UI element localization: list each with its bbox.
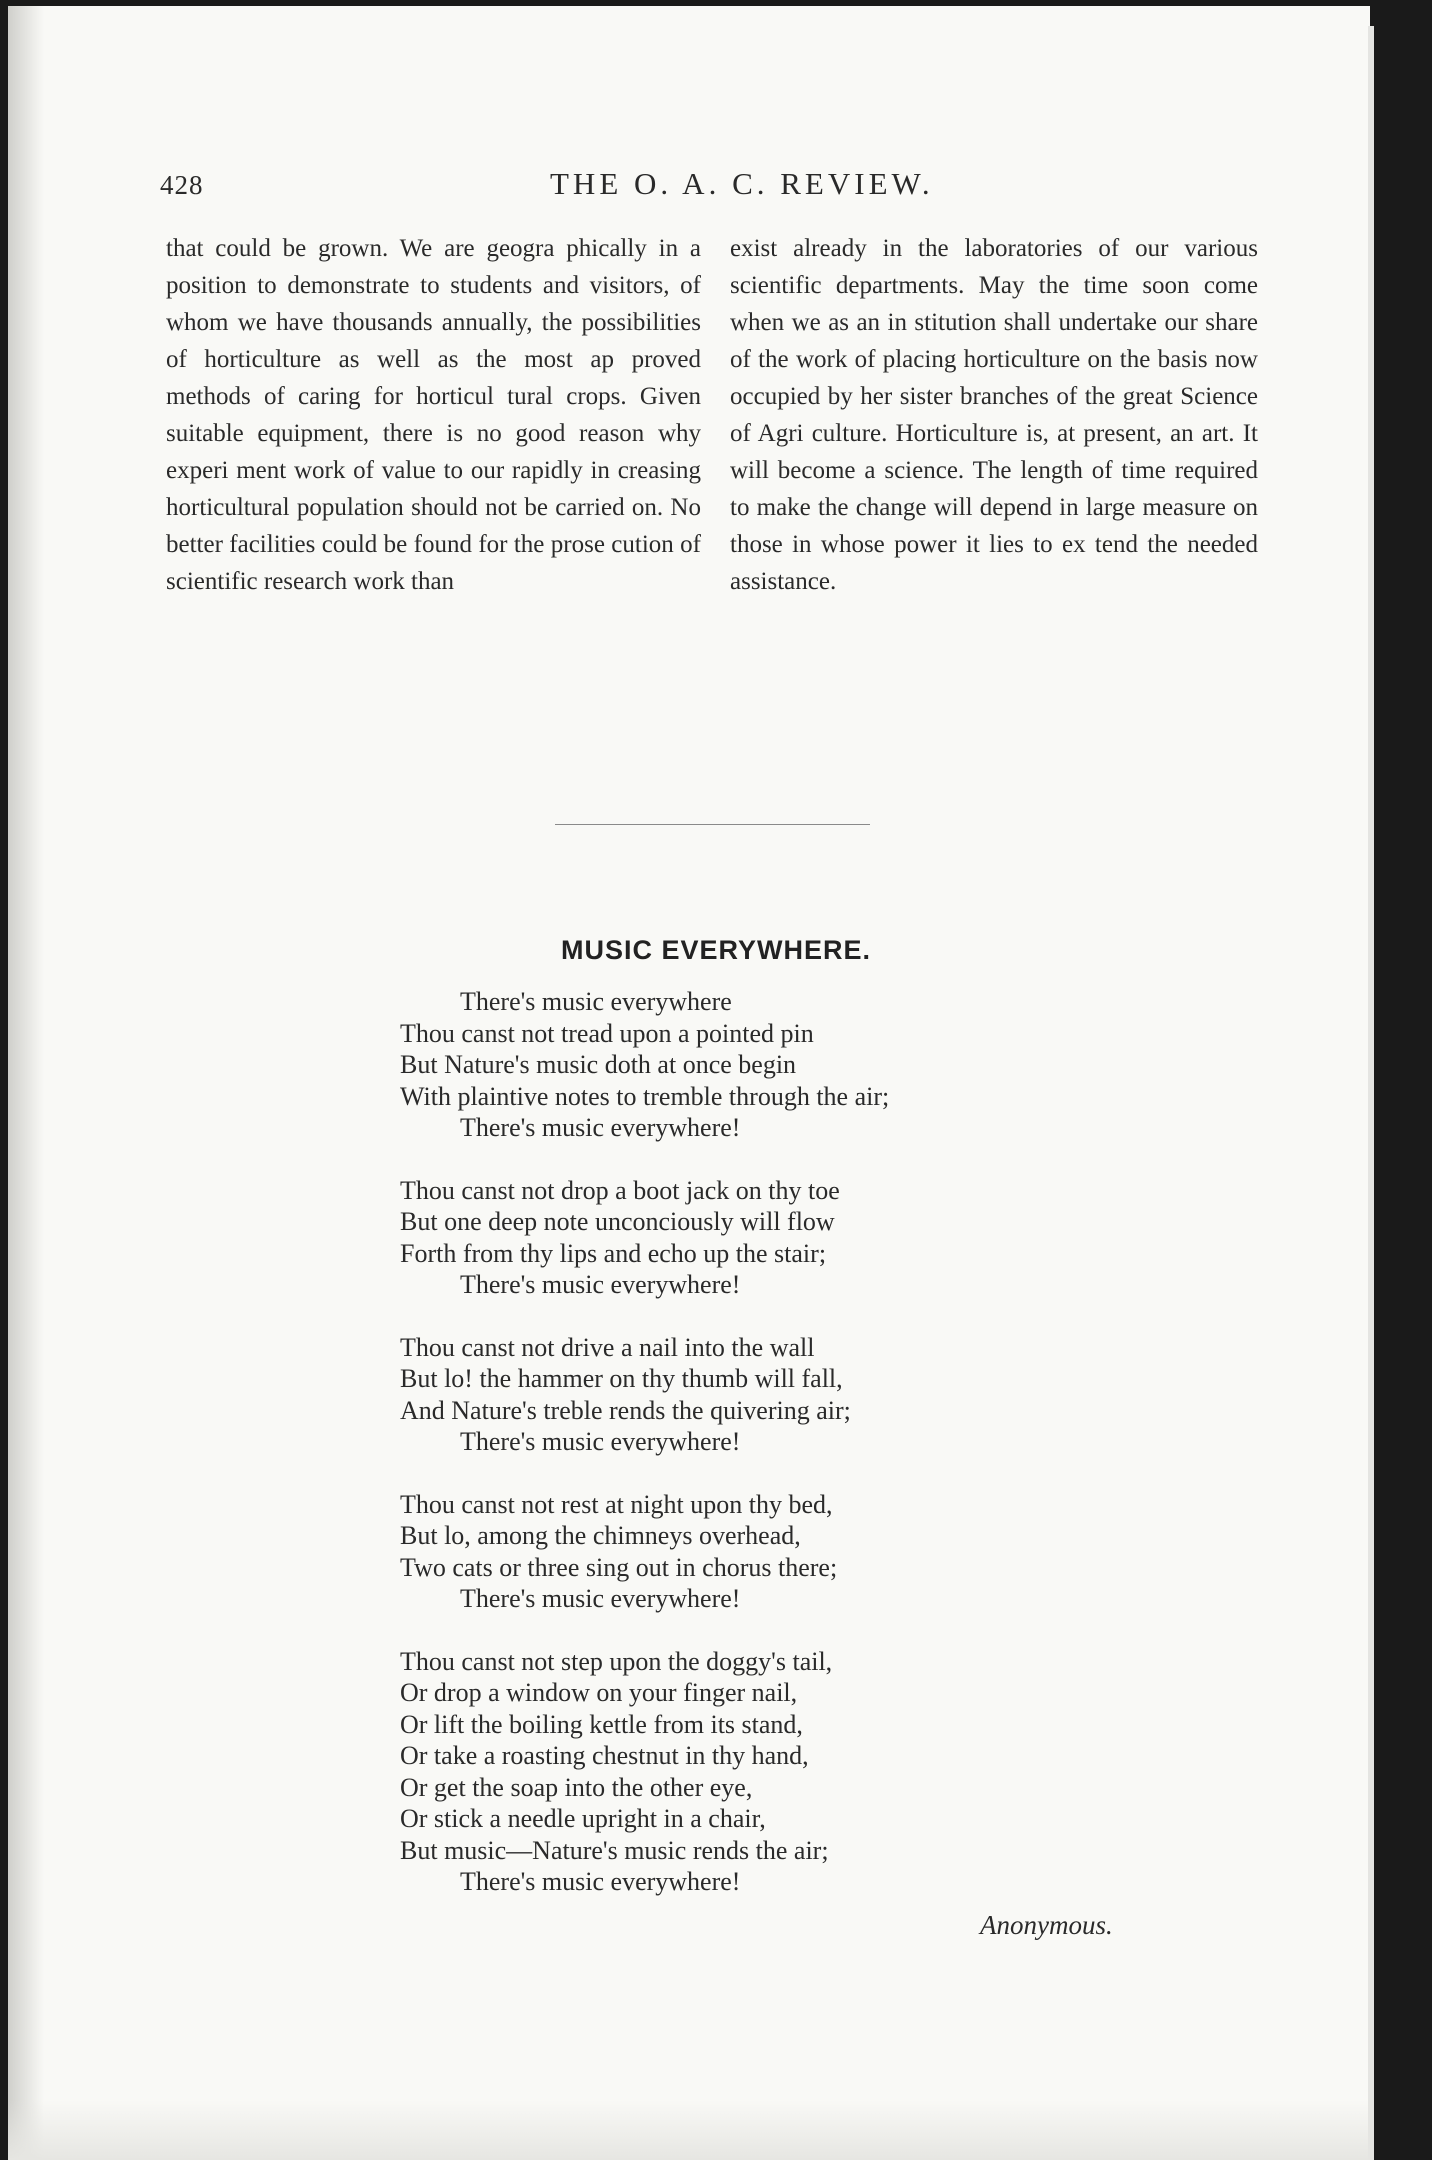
poem-line: Or lift the boiling kettle from its stand, (400, 1709, 803, 1739)
poem-refrain: There's music everywhere! (460, 1113, 741, 1142)
poem-line: Two cats or three sing out in chorus there; (400, 1552, 838, 1582)
poem-line: But lo, among the chimneys overhead, (400, 1521, 801, 1550)
poem-line: Thou canst not drop a boot jack on thy toe (400, 1175, 840, 1205)
poem-line: Thou canst not drive a nail into the wall (400, 1332, 815, 1362)
article-left-column (166, 230, 701, 600)
poem-line: But lo! the hammer on thy thumb will fall, (400, 1364, 843, 1393)
section-divider (555, 824, 870, 825)
poem-line: Thou canst not step upon the doggy's tail, (400, 1646, 833, 1676)
poem-stanza-5 (400, 1646, 1160, 1898)
page-number: 428 (160, 170, 204, 200)
poem-stanza-2 (400, 1175, 1160, 1301)
poem-body (400, 986, 1160, 1929)
poem-stanza-4 (400, 1489, 1160, 1615)
poem-title: MUSIC EVERYWHERE. (560, 935, 872, 965)
poem-line: Or drop a window on your finger nail, (400, 1678, 798, 1707)
poem-line: Or take a roasting chestnut in thy hand, (400, 1741, 809, 1770)
page-edge (1368, 26, 1374, 2160)
poem-refrain: There's music everywhere! (460, 1427, 741, 1456)
running-title: THE O. A. C. REVIEW. (550, 166, 934, 201)
poem-line: Or get the soap into the other eye, (400, 1772, 753, 1802)
poem-refrain: There's music everywhere! (460, 1584, 741, 1613)
page-header (160, 166, 1260, 206)
poem-attribution: Anonymous. (980, 1910, 1113, 1940)
poem-line: But music—Nature's music rends the air; (400, 1835, 829, 1865)
poem-line: Or stick a needle upright in a chair, (400, 1804, 766, 1833)
poem-stanza-3 (400, 1332, 1160, 1458)
poem-line: But one deep note unconciously will flow (400, 1207, 835, 1236)
poem-refrain: There's music everywhere! (460, 1270, 741, 1299)
poem-line: And Nature's treble rends the quivering air; (400, 1395, 851, 1425)
poem-line: But Nature's music doth at once begin (400, 1050, 797, 1079)
poem-line: With plaintive notes to tremble through the air; (400, 1081, 890, 1111)
page-bottom-shade (8, 2100, 1370, 2160)
poem-line: There's music everywhere (460, 987, 732, 1016)
poem-stanza-1 (400, 986, 1160, 1144)
article-paragraph-right: exist already in the laboratories of our various scientific departments. May the time soon come when we as an in stitution shall undertake our share of the work of placing horticulture on the basis now occupied by her sister branches of the great Science of Agri culture. Horticulture is, at present, an art. It will become a science. The length of time required to make the change will depend in large measure on those in whose power it lies to ex tend the needed assistance. (730, 235, 1258, 595)
poem-line: Forth from thy lips and echo up the stair; (400, 1238, 827, 1268)
poem-refrain: There's music everywhere! (460, 1867, 741, 1896)
article-paragraph-left: that could be grown. We are geogra phically in a position to demonstrate to students and visitors, of whom we have thousands annually, the possibilities of horticulture as well as the most ap proved methods of caring for horticul tural crops. Given suitable equipment, there is no good reason why experi ment work of value to our rapidly in creasing horticultural population should not be carried on. No better facilities could be found for the prose cution of scientific research work than (166, 235, 701, 595)
poem-line: Thou canst not tread upon a pointed pin (400, 1018, 814, 1048)
poem-line: Thou canst not rest at night upon thy bed, (400, 1489, 833, 1519)
binding-shadow (8, 6, 44, 2160)
article-right-column (730, 230, 1258, 600)
